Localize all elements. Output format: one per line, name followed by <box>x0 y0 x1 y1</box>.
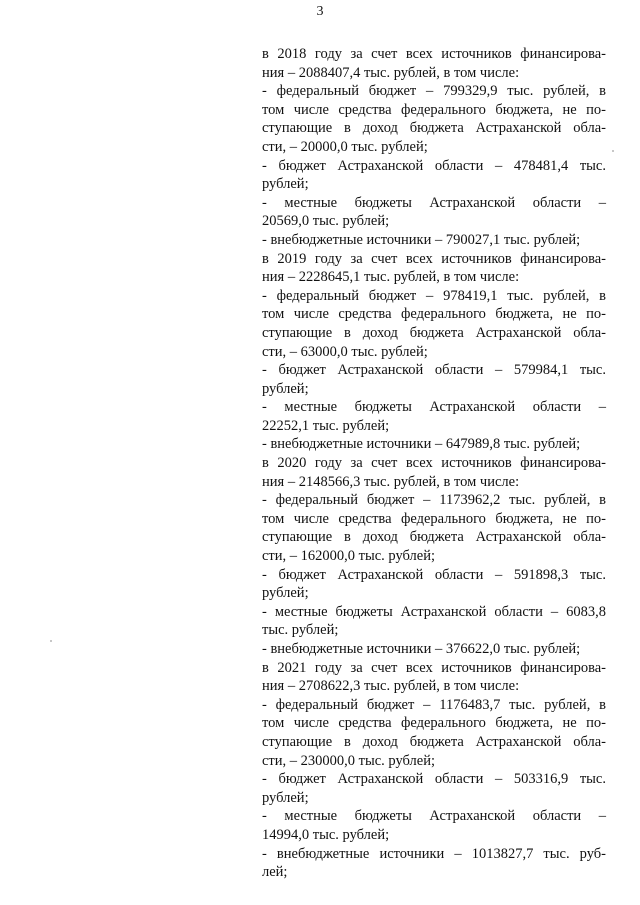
text-line: рублей; <box>262 380 309 397</box>
text-line: том числе средства федерального бюджета, не по- <box>262 510 606 527</box>
text-line: - внебюджетные источники – 376622,0 тыс. рублей; <box>262 641 581 657</box>
text-line: - местные бюджеты Астраханской области – <box>262 808 606 825</box>
text-line: - бюджет Астраханской области – 579984,1 тыс. <box>262 362 606 379</box>
text-line: ступающие в доход бюджета Астраханской обла- <box>262 324 606 341</box>
scan-speck <box>612 150 614 152</box>
text-line: - бюджет Астраханской области – 503316,9 тыс. <box>262 771 606 788</box>
scan-speck <box>50 640 52 642</box>
text-line: рублей; <box>262 585 309 602</box>
text-line: ступающие в доход бюджета Астраханской обла- <box>262 733 606 750</box>
text-line: том числе средства федерального бюджета, не по- <box>262 715 606 732</box>
document-paragraph <box>262 640 606 659</box>
text-line: - внебюджетные источники – 1013827,7 тыс. руб- <box>262 845 606 862</box>
text-line: рублей; <box>262 789 309 806</box>
text-line: 14994,0 тыс. рублей; <box>262 826 390 843</box>
text-line: ния – 2088407,4 тыс. рублей, в том числе: <box>262 64 520 81</box>
text-line: - местные бюджеты Астраханской области – <box>262 194 606 211</box>
text-line: сти, – 230000,0 тыс. рублей; <box>262 752 436 769</box>
document-paragraph <box>262 361 606 398</box>
text-line: - федеральный бюджет – 978419,1 тыс. рублей, в <box>262 287 606 304</box>
text-line: 20569,0 тыс. рублей; <box>262 213 390 230</box>
document-paragraph <box>262 82 606 156</box>
text-line: сти, – 162000,0 тыс. рублей; <box>262 548 436 565</box>
text-line: - федеральный бюджет – 1173962,2 тыс. рублей, в <box>262 492 606 509</box>
document-paragraph <box>262 807 606 844</box>
document-paragraph <box>262 770 606 807</box>
document-paragraph <box>262 194 606 231</box>
text-line: в 2020 году за счет всех источников финансирова- <box>262 455 606 472</box>
text-line: в 2019 году за счет всех источников финансирова- <box>262 250 606 267</box>
text-line: - местные бюджеты Астраханской области – <box>262 399 606 416</box>
text-line: в 2021 году за счет всех источников финансирова- <box>262 659 606 676</box>
document-paragraph <box>262 250 606 287</box>
document-paragraph <box>262 231 606 250</box>
document-paragraph <box>262 287 606 361</box>
document-paragraph <box>262 845 606 882</box>
document-body <box>262 45 606 882</box>
text-line: ния – 2708622,3 тыс. рублей, в том числе: <box>262 678 520 695</box>
text-line: ступающие в доход бюджета Астраханской обла- <box>262 120 606 137</box>
text-line: ступающие в доход бюджета Астраханской обла- <box>262 529 606 546</box>
text-line: 22252,1 тыс. рублей; <box>262 417 390 434</box>
document-paragraph <box>262 157 606 194</box>
text-line: том числе средства федерального бюджета, не по- <box>262 306 606 323</box>
text-line: в 2018 году за счет всех источников финансирова- <box>262 46 606 62</box>
text-line: рублей; <box>262 176 309 193</box>
document-paragraph <box>262 603 606 640</box>
text-line: - внебюджетные источники – 647989,8 тыс. рублей; <box>262 436 581 453</box>
text-line: тыс. рублей; <box>262 622 339 639</box>
document-paragraph <box>262 45 606 82</box>
text-line: сти, – 63000,0 тыс. рублей; <box>262 343 428 360</box>
document-paragraph <box>262 454 606 491</box>
text-line: лей; <box>262 864 288 881</box>
text-line: - внебюджетные источники – 790027,1 тыс. рублей; <box>262 231 581 248</box>
page-number: 3 <box>316 4 324 19</box>
text-line: - бюджет Астраханской области – 591898,3 тыс. <box>262 566 606 583</box>
text-line: - местные бюджеты Астраханской области – 6083,8 <box>262 603 606 620</box>
text-line: сти, – 20000,0 тыс. рублей; <box>262 138 428 155</box>
document-paragraph <box>262 696 606 770</box>
document-paragraph <box>262 435 606 454</box>
text-line: - федеральный бюджет – 1176483,7 тыс. рублей, в <box>262 696 606 713</box>
text-line: ния – 2148566,3 тыс. рублей, в том числе: <box>262 473 520 490</box>
document-paragraph <box>262 491 606 565</box>
document-paragraph <box>262 659 606 696</box>
text-line: - федеральный бюджет – 799329,9 тыс. рублей, в <box>262 83 606 100</box>
document-paragraph <box>262 398 606 435</box>
text-line: ния – 2228645,1 тыс. рублей, в том числе: <box>262 269 520 286</box>
text-line: том числе средства федерального бюджета, не по- <box>262 101 606 118</box>
text-line: - бюджет Астраханской области – 478481,4 тыс. <box>262 157 606 174</box>
document-paragraph <box>262 566 606 603</box>
